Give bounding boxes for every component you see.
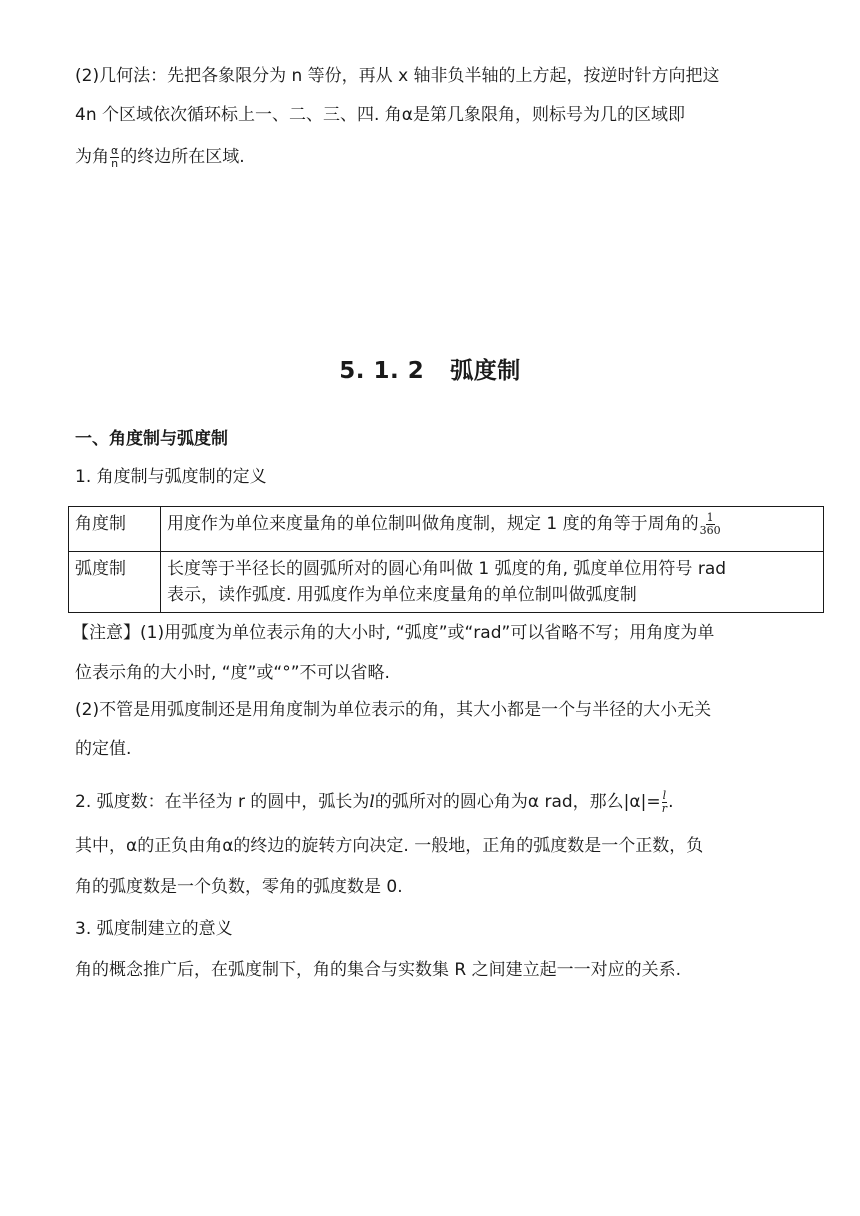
table-row [69, 552, 824, 613]
fraction-denominator: r [661, 801, 667, 815]
heading-number: 5. 1. 2 [339, 358, 425, 384]
fraction-numerator: 1 [706, 510, 714, 524]
note-line-3: (2)不管是用弧度制还是用角度制为单位表示的角，其大小都是一个与半径的大小无关 [75, 700, 712, 720]
table-row [69, 507, 824, 552]
degree-definition-text: 用度作为单位来度量角的单位制叫做角度制，规定 1 度的角等于周角的 [167, 514, 699, 534]
radian-definition-line-2: 表示，读作弧度. 用弧度作为单位来度量角的单位制叫做弧度制 [167, 585, 637, 605]
item-2-line-2: 其中，α的正负由角α的终边的旋转方向决定. 一般地，正角的弧度数是一个正数，负 [75, 836, 704, 856]
table-label-radian: 弧度制 [69, 552, 161, 613]
line3-suffix: 的终边所在区域. [120, 147, 245, 167]
fraction-denominator: n [111, 156, 119, 170]
item-3-title: 3. 弧度制建立的意义 [75, 919, 233, 939]
section-title: 一、角度制与弧度制 [75, 429, 228, 449]
one-over-360-fraction [700, 512, 721, 537]
line3-prefix: 为角 [75, 147, 109, 167]
arc-length-symbol: l [369, 792, 375, 812]
l-over-r-fraction [662, 790, 668, 815]
note-line-2: 位表示角的大小时, “度”或“°”不可以省略. [75, 663, 390, 683]
definition-table [68, 506, 824, 613]
alpha-over-n-fraction [110, 145, 119, 170]
table-label-degree: 角度制 [69, 507, 161, 552]
item2-prefix: 2. 弧度数：在半径为 r 的圆中，弧长为 [75, 792, 370, 812]
item-1-title: 1. 角度制与弧度制的定义 [75, 467, 267, 487]
item-2-line-3: 角的弧度数是一个负数，零角的弧度数是 0. [75, 877, 403, 897]
item2-middle: 的弧所对的圆心角为α rad，那么|α|= [374, 792, 661, 812]
note-line-4: 的定值. [75, 739, 132, 759]
fraction-numerator: α [111, 143, 119, 157]
geometric-method-line-1: (2)几何法：先把各象限分为 n 等份，再从 x 轴非负半轴的上方起，按逆时针方向把这 [75, 66, 720, 86]
geometric-method-line-2: 4n 个区域依次循环标上一、二、三、四. 角α是第几象限角，则标号为几的区域即 [75, 105, 686, 125]
section-heading [0, 352, 860, 385]
item2-suffix: . [668, 792, 674, 812]
fraction-numerator: l [662, 788, 667, 802]
item-2-line-1 [75, 784, 825, 821]
table-cell-degree-definition [161, 507, 824, 552]
table-cell-radian-definition [161, 552, 824, 613]
fraction-denominator: 360 [699, 523, 721, 537]
geometric-method-line-3 [75, 139, 825, 176]
note-line-1: 【注意】(1)用弧度为单位表示角的大小时, “弧度”或“rad”可以省略不写；用角度为单 [72, 623, 715, 643]
radian-definition-line-1: 长度等于半径长的圆弧所对的圆心角叫做 1 弧度的角, 弧度单位用符号 rad [167, 559, 727, 579]
heading-title: 弧度制 [450, 358, 521, 384]
item-3-text: 角的概念推广后，在弧度制下，角的集合与实数集 R 之间建立起一一对应的关系. [75, 960, 682, 980]
